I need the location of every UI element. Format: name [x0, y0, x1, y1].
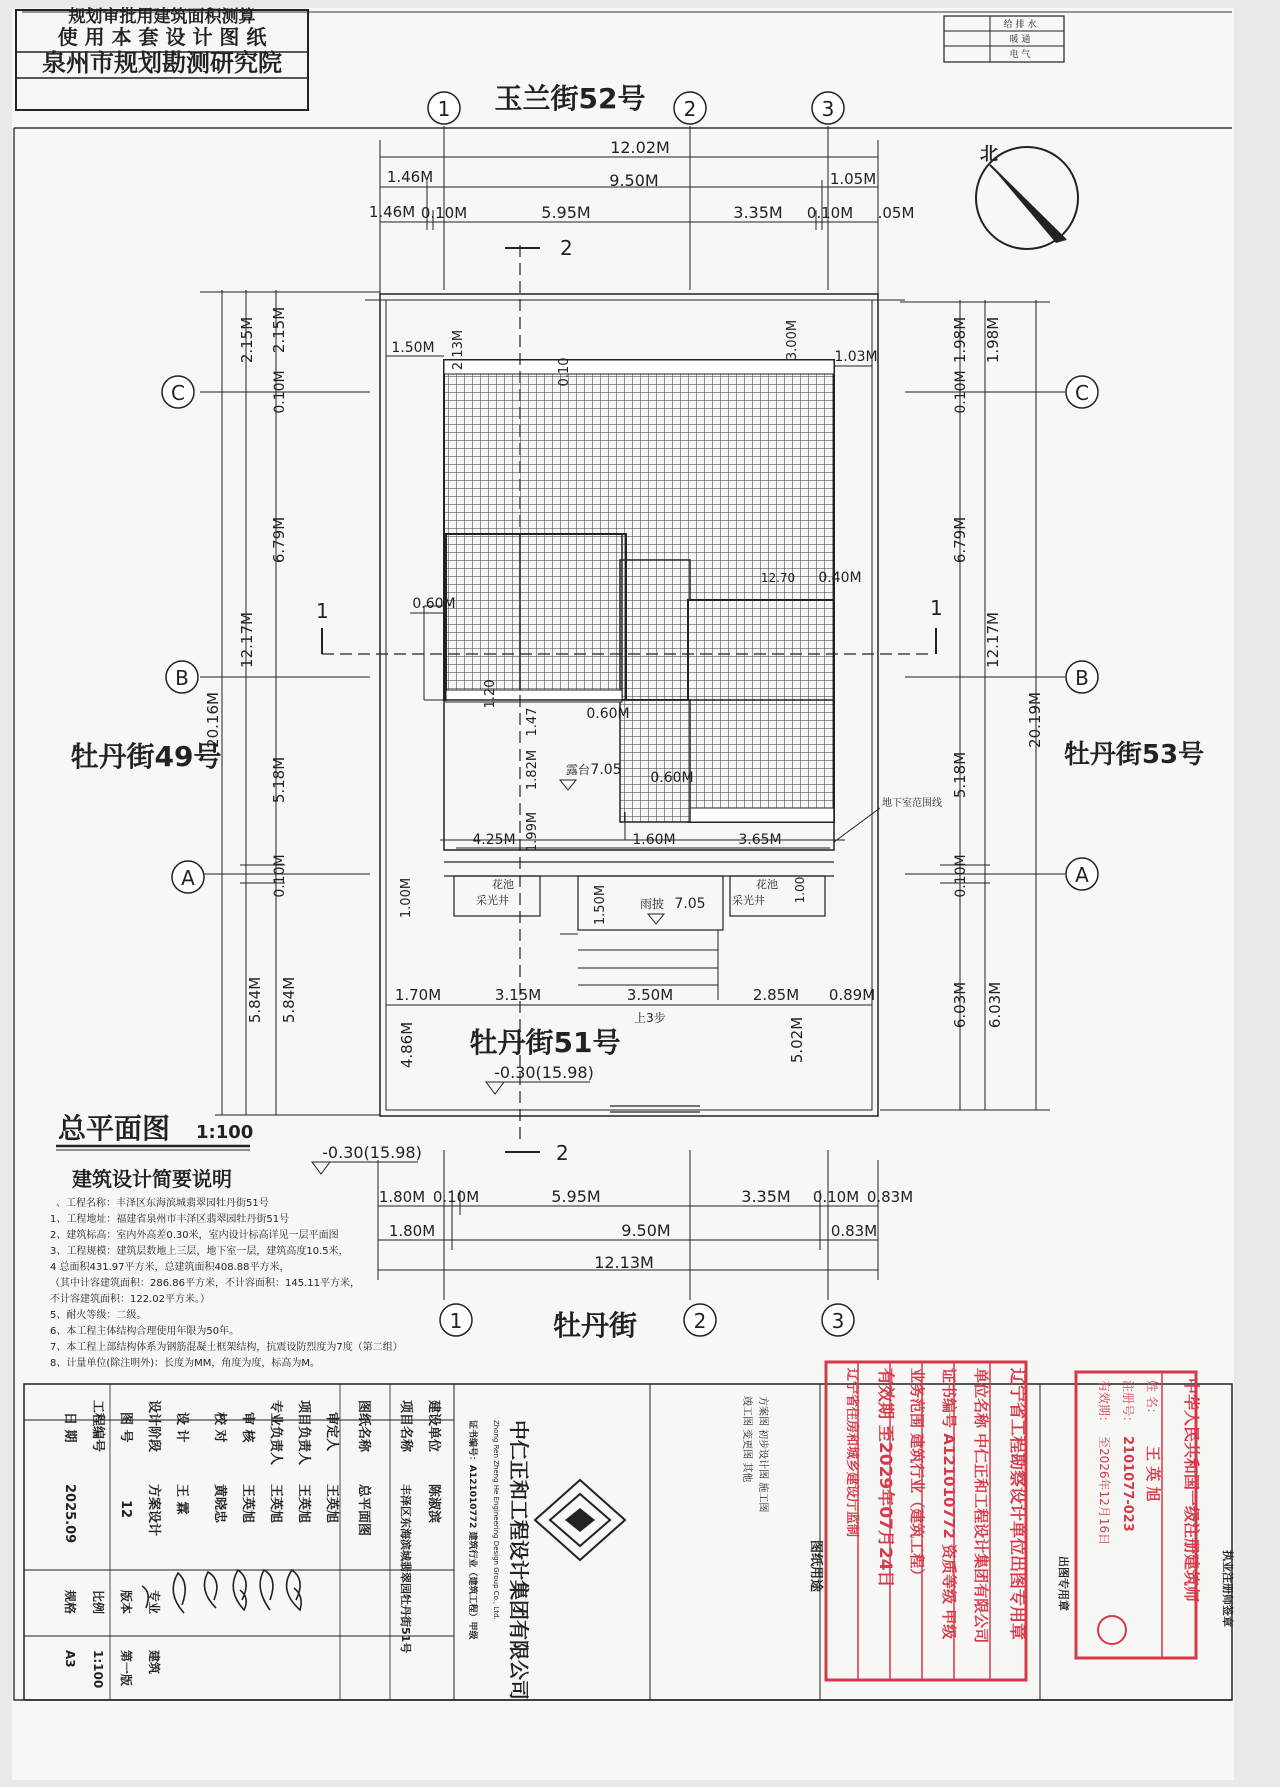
- dim-inner-315: 3.15M: [494, 986, 542, 1004]
- dim-left-1217: 12.17M: [238, 612, 256, 668]
- header-stamp-line1: 规划审批用建筑面积测算: [68, 7, 256, 27]
- tb-value-3: 王英旭: [240, 1484, 255, 1524]
- discipline-electrical: 电 气: [1009, 50, 1031, 60]
- header-stamp-line2: 使 用 本 套 设 计 图 纸: [57, 25, 267, 49]
- drawing-use-title: 图纸用途: [808, 1540, 823, 1593]
- axis-bubble-2-top: [674, 92, 706, 124]
- dim-right-1217: 12.17M: [984, 612, 1002, 668]
- step-label: 上3步: [634, 1011, 666, 1025]
- note-line: 5、耐火等级：二级。: [50, 1310, 147, 1321]
- company-name-en: Zhong Ren Zheng He Engineering Design Group Co., Ltd.: [492, 1420, 500, 1620]
- dim-bottom-335: 3.35M: [741, 1187, 791, 1206]
- note-line: 4 总面积431.97平方米，总建筑面积408.88平方米，: [50, 1262, 290, 1273]
- axis-bubble-B-right: [1066, 661, 1098, 693]
- arch-seal-title: 中华人民共和国一级注册建筑师: [1182, 1378, 1201, 1603]
- dim-bottom-950: 9.50M: [621, 1221, 671, 1240]
- note-line: 8、计量单位(除注明外)：长度为MM，角度为度，标高为M。: [50, 1358, 321, 1369]
- drawing-name: 总平面图: [356, 1484, 371, 1537]
- tb-right-value-3: A3: [63, 1650, 77, 1668]
- dim-inner-350: 3.50M: [626, 986, 674, 1004]
- construction-unit-label: 建设单位: [426, 1400, 441, 1453]
- dim-right-010a: 0.10M: [953, 370, 969, 414]
- discipline-plumbing: 给 排 水: [1003, 20, 1037, 30]
- dim-right-198b: 1.98M: [984, 316, 1002, 364]
- dim-top-950: 9.50M: [609, 171, 659, 190]
- dim-right-603a: 6.03M: [951, 981, 969, 1029]
- dim-top-overall: 12.02M: [610, 138, 670, 157]
- dim-bottom-010a: 0.10M: [432, 1188, 480, 1206]
- drawing-use-item-2: 竣工图 变更图 其他: [741, 1396, 752, 1483]
- dim-right-679: 6.79M: [951, 516, 969, 564]
- dim-top-105b: .05M: [877, 204, 915, 222]
- north-label: 北: [980, 144, 998, 165]
- tb-label-9: 日 期: [62, 1412, 77, 1443]
- dim-top-335: 3.35M: [733, 203, 783, 222]
- tb-value-6: 方案设计: [146, 1484, 161, 1537]
- drawing-sheet: [12, 8, 1234, 1780]
- arch-name-label: 姓 名：: [1145, 1380, 1159, 1420]
- street-west: 牡丹街49号: [70, 740, 222, 773]
- dim-left-215a: 2.15M: [238, 316, 256, 364]
- out-stamp-title: 出图专用章: [1057, 1556, 1070, 1611]
- section-1-right-label: 1: [930, 596, 943, 620]
- dim-inner-365: 3.65M: [738, 832, 782, 848]
- arch-reg-label: 注册号：: [1121, 1380, 1135, 1429]
- dim-top-010b: 0.10M: [806, 204, 854, 222]
- tb-right-label-1: 版本: [119, 1590, 133, 1615]
- dim-right-010b: 0.10M: [953, 854, 969, 898]
- architect-stamp-title: 执业注册师签章: [1221, 1550, 1234, 1627]
- plan-scale: 1:100: [196, 1122, 254, 1143]
- note-line: 1、工程地址：福建省泉州市丰泽区翡翠园牡丹街51号: [50, 1214, 290, 1225]
- arch-name: 王 英 旭: [1144, 1446, 1162, 1502]
- seal-line2: 单位名称 中仁正和工程设计集团有限公司: [972, 1368, 990, 1644]
- dim-inner-1270: 12.70: [760, 571, 796, 585]
- project-name: 丰泽区东海滨城翡翠园牡丹街51号: [399, 1484, 412, 1654]
- street-south: 牡丹街: [552, 1309, 638, 1342]
- arch-valid-label: 有效期：: [1097, 1380, 1111, 1429]
- dim-bottom-overall: 12.13M: [594, 1253, 654, 1272]
- dim-inner-170: 1.70M: [394, 986, 442, 1004]
- dim-bottom-010b: 0.10M: [812, 1188, 860, 1206]
- axis-bubble-2-bottom: [684, 1304, 716, 1336]
- dim-inner-150: 1.50M: [391, 340, 435, 356]
- svg-text:A: A: [181, 866, 195, 890]
- seal-line4: 业务范围 建筑行业（建筑工程）: [908, 1368, 926, 1584]
- tb-label-0: 审定人: [324, 1412, 339, 1452]
- site-level-bottom-left: -0.30(15.98): [322, 1143, 422, 1162]
- drawing-use-item-1: 方案图 初步设计图 施工图: [757, 1396, 768, 1513]
- dim-inner-300: 3.00M: [785, 319, 800, 361]
- note-line: 6、本工程主体结构合理使用年限为50年。: [50, 1326, 240, 1337]
- tb-label-1: 项目负责人: [296, 1400, 311, 1466]
- roof-right-wing: [688, 600, 834, 822]
- axis-bubble-1-bottom: [440, 1304, 472, 1336]
- axis-bubble-1-top: [428, 92, 460, 124]
- canopy-level: 7.05: [674, 896, 706, 912]
- dim-inner-010: 0.10: [557, 357, 572, 387]
- note-line: 、工程名称：丰泽区东海滨城翡翠园牡丹街51号: [56, 1198, 269, 1209]
- roof-right-eave: [688, 808, 834, 822]
- light-well-right: 采光井: [732, 894, 765, 907]
- tb-value-2: 王英旭: [268, 1484, 283, 1524]
- dim-right-2019: 20.19M: [1026, 692, 1044, 748]
- project-name-label: 项目名称: [398, 1400, 413, 1453]
- arch-valid: 至2026年12月16日: [1097, 1436, 1111, 1546]
- dim-inner-425: 4.25M: [472, 832, 516, 848]
- site-level-center: -0.30(15.98): [494, 1063, 594, 1082]
- note-line: 2、建筑标高：室内外高差0.30米，室内设计标高详见一层平面图: [50, 1230, 339, 1241]
- terrace-label: 露台: [566, 763, 591, 777]
- dim-inner-486: 4.86M: [398, 1021, 416, 1069]
- dim-inner-150b: 1.50M: [593, 884, 608, 926]
- tb-label-8: 工程编号: [90, 1400, 105, 1453]
- dim-inner-213: 2.13M: [451, 329, 466, 371]
- svg-text:3: 3: [821, 97, 835, 121]
- roof-center-lower: [620, 700, 690, 822]
- company-name: 中仁正和工程设计集团有限公司: [507, 1420, 531, 1700]
- axis-bubble-A-left: [172, 861, 204, 893]
- svg-text:1: 1: [449, 1309, 463, 1333]
- tb-value-0: 王英旭: [324, 1484, 339, 1524]
- seal-line5: 有效期 至2029年07月24日: [875, 1368, 895, 1588]
- notes-title: 建筑设计简要说明: [72, 1167, 232, 1191]
- plan-title: 总平面图: [58, 1112, 171, 1145]
- street-north: 玉兰街52号: [494, 82, 646, 115]
- axis-bubble-C-left: [162, 376, 194, 408]
- dim-inner-100a: 1.00M: [399, 877, 414, 919]
- seal-line1: 辽宁省工程勘察设计单位出图专用章: [1007, 1368, 1027, 1640]
- svg-text:A: A: [1075, 863, 1089, 887]
- tb-label-7: 图 号: [118, 1412, 133, 1443]
- dim-inner-060a: 0.60M: [412, 596, 456, 612]
- svg-text:C: C: [1075, 381, 1089, 405]
- tb-right-value-0: 建筑: [147, 1650, 161, 1675]
- tb-value-4: 黄晓忠: [212, 1484, 227, 1524]
- dim-inner-089: 0.89M: [828, 986, 876, 1004]
- canopy-label: 雨披: [640, 897, 665, 911]
- svg-text:B: B: [175, 666, 189, 690]
- section-1-left-label: 1: [316, 599, 329, 623]
- tb-right-value-2: 1:100: [91, 1650, 105, 1689]
- dim-top-146b: 1.46M: [368, 203, 416, 221]
- dim-inner-060c: 0.60M: [650, 770, 694, 786]
- tb-value-7: 12: [118, 1500, 133, 1519]
- dim-left-679: 6.79M: [270, 516, 288, 564]
- note-line: 7、本工程上部结构体系为钢筋混凝土框架结构，抗震设防烈度为7度（第二组）: [50, 1342, 403, 1353]
- discipline-hvac: 暖 通: [1009, 35, 1031, 45]
- flower-bed-left: 花池: [492, 878, 514, 891]
- street-site: 牡丹街51号: [469, 1026, 621, 1059]
- svg-text:C: C: [171, 381, 185, 405]
- seal-line3: 证书编号 A121010772 资质等级 甲级: [940, 1368, 958, 1640]
- drawing-name-label: 图纸名称: [356, 1400, 371, 1453]
- dim-inner-182: 1.82M: [525, 749, 540, 791]
- tb-right-label-3: 规格: [63, 1590, 77, 1615]
- svg-text:B: B: [1075, 666, 1089, 690]
- header-stamp-institute: 泉州市规划勘测研究院: [42, 49, 282, 77]
- axis-bubble-3-bottom: [822, 1304, 854, 1336]
- note-line: 3、工程规模：建筑层数地上三层，地下室一层，建筑高度10.5米，: [50, 1246, 349, 1257]
- tb-value-1: 王英旭: [296, 1484, 311, 1524]
- dim-inner-100b: 1.00: [793, 876, 807, 904]
- dim-bottom-595: 5.95M: [551, 1187, 601, 1206]
- tb-value-9: 2025.09: [62, 1484, 77, 1544]
- tb-right-label-2: 比例: [91, 1590, 105, 1615]
- dim-inner-147: 1.47: [525, 707, 540, 737]
- dim-inner-285: 2.85M: [752, 986, 800, 1004]
- tb-label-2: 专业负责人: [268, 1400, 283, 1466]
- seal-line6: 辽宁省住房和城乡建设厅监制: [844, 1368, 859, 1538]
- tb-label-5: 设 计: [174, 1412, 189, 1443]
- note-line: （其中计容建筑面积：286.86平方米，不计容面积：145.11平方米，: [50, 1278, 360, 1289]
- dim-left-215b: 2.15M: [270, 306, 288, 354]
- note-line: 不计容建筑面积：122.02平方米。）: [50, 1294, 210, 1305]
- company-cert: 证书编号：A121010772 建筑行业（建筑工程）甲级: [467, 1420, 477, 1640]
- dim-bottom-083b: 0.83M: [830, 1222, 878, 1240]
- dim-right-603b: 6.03M: [986, 981, 1004, 1029]
- dim-inner-060b: 0.60M: [586, 706, 630, 722]
- section-2-top-label: 2: [560, 236, 573, 260]
- dim-inner-120: 1.20: [483, 679, 498, 709]
- dim-left-010b: 0.10M: [272, 854, 288, 898]
- section-2-bottom-label: 2: [556, 1141, 569, 1165]
- dim-inner-103: 1.03M: [834, 349, 878, 365]
- dim-top-146a: 1.46M: [386, 168, 434, 186]
- axis-bubble-B-left: [166, 661, 198, 693]
- tb-label-3: 审 核: [240, 1412, 255, 1443]
- dim-left-2016: 20.16M: [204, 692, 222, 748]
- tb-right-label-0: 专业: [147, 1590, 161, 1615]
- arch-reg: 2101077-023: [1120, 1436, 1135, 1532]
- axis-bubble-A-right: [1066, 858, 1098, 890]
- dim-top-010a: 0.10M: [420, 204, 468, 222]
- dim-left-584a: 5.84M: [246, 976, 264, 1024]
- basement-line-label: 地下室范围线: [882, 798, 942, 809]
- tb-value-5: 王 霖: [174, 1484, 189, 1515]
- dim-bottom-083a: 0.83M: [866, 1188, 914, 1206]
- dim-right-198a: 1.98M: [951, 316, 969, 364]
- tb-right-value-1: 第一版: [119, 1650, 133, 1687]
- dim-bottom-180b: 1.80M: [388, 1222, 436, 1240]
- terrace-level: 7.05: [590, 762, 622, 778]
- dim-bottom-180a: 1.80M: [378, 1188, 426, 1206]
- dim-left-010a: 0.10M: [272, 370, 288, 414]
- light-well-left: 采光井: [476, 894, 509, 907]
- svg-text:2: 2: [683, 97, 697, 121]
- dim-inner-502: 5.02M: [788, 1016, 806, 1064]
- dim-left-584b: 5.84M: [280, 976, 298, 1024]
- tb-label-4: 校 对: [212, 1412, 227, 1443]
- dim-top-105a: 1.05M: [829, 170, 877, 188]
- dim-inner-199: 1.99M: [525, 811, 540, 853]
- dim-inner-160: 1.60M: [632, 832, 676, 848]
- axis-bubble-C-right: [1066, 376, 1098, 408]
- roof-eave-top: [444, 360, 834, 374]
- svg-text:1: 1: [437, 97, 451, 121]
- street-east: 牡丹街53号: [1063, 740, 1205, 770]
- tb-label-6: 设计阶段: [146, 1400, 161, 1453]
- svg-text:2: 2: [693, 1309, 707, 1333]
- dim-right-518: 5.18M: [951, 751, 969, 799]
- dim-inner-040: 0.40M: [818, 570, 862, 586]
- flower-bed-right: 花池: [756, 878, 778, 891]
- svg-text:3: 3: [831, 1309, 845, 1333]
- axis-bubble-3-top: [812, 92, 844, 124]
- construction-unit: 陈淑滨: [426, 1484, 441, 1524]
- dim-left-518: 5.18M: [270, 756, 288, 804]
- dim-top-595: 5.95M: [541, 203, 591, 222]
